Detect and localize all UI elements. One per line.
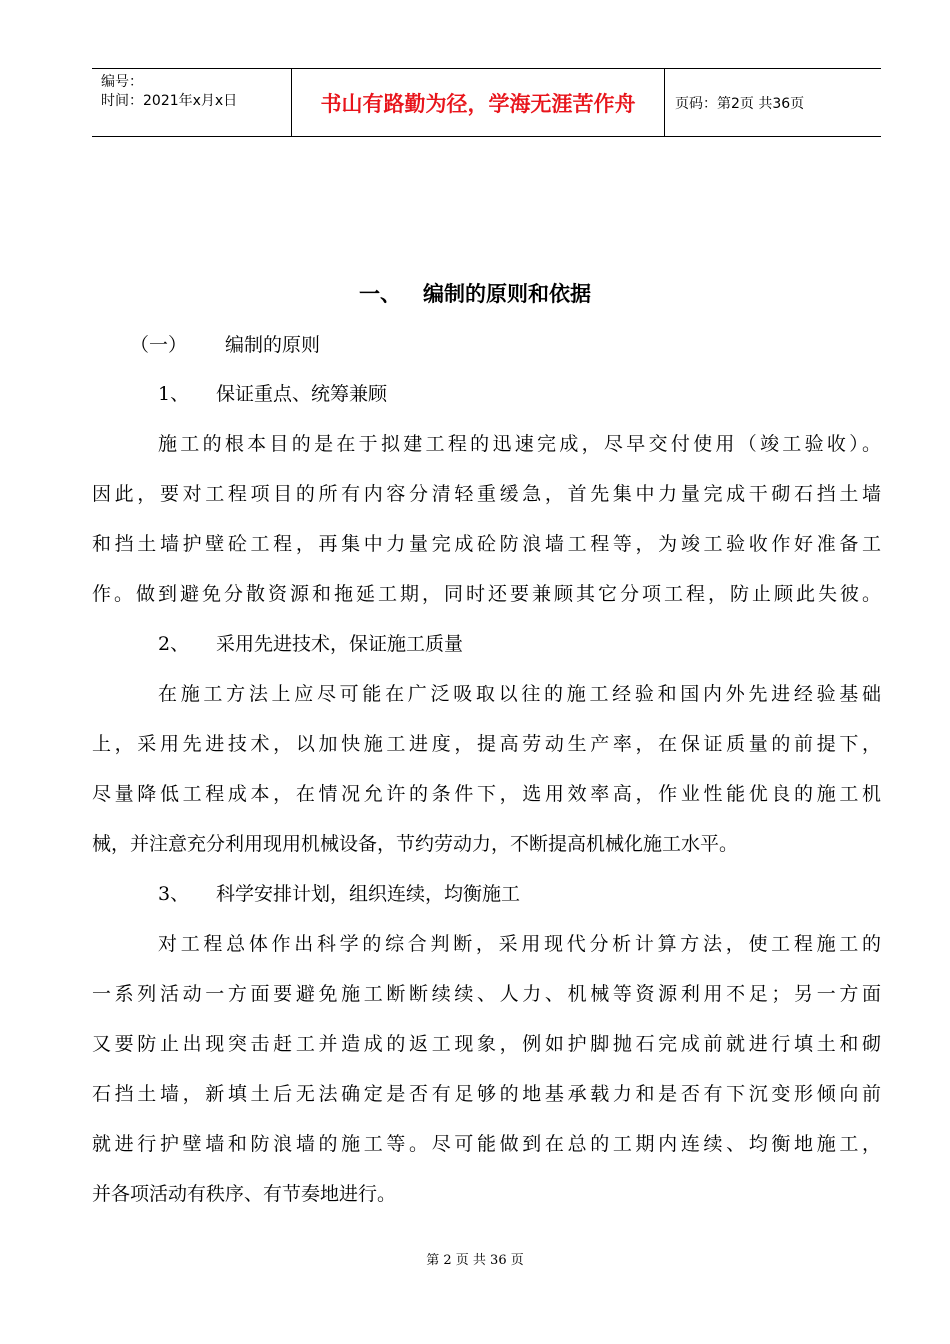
section-heading xyxy=(130,330,919,357)
paragraph-line: 作。做到避免分散资源和拖延工期，同时还要兼顾其它分项工程，防止顾此失彼。 xyxy=(92,583,881,605)
paragraph-line: 就进行护壁墙和防浪墙的施工等。尽可能做到在总的工期内连续、均衡地施工， xyxy=(92,1133,881,1155)
paragraph-line: 石挡土墙，新填土后无法确定是否有足够的地基承载力和是否有下沉变形倾向前 xyxy=(92,1083,881,1105)
page-header xyxy=(92,68,881,137)
document-number: 编号： xyxy=(101,74,143,90)
paragraph-line: 对工程总体作出科学的综合判断，采用现代分析计算方法，使工程施工的 xyxy=(158,933,881,955)
paragraph-line: 又要防止出现突击赶工并造成的返工现象，例如护脚抛石完成前就进行填土和砌 xyxy=(92,1033,881,1055)
paragraph-line: 械，并注意充分利用现用机械设备，节约劳动力，不断提高机械化施工水平。 xyxy=(92,833,739,855)
item-label: 2、 xyxy=(158,633,190,655)
item-heading-text: 采用先进技术，保证施工质量 xyxy=(216,633,464,655)
item-heading-1 xyxy=(158,379,947,406)
section-label: （一） xyxy=(130,334,188,356)
paragraph-line: 并各项活动有秩序、有节奏地进行。 xyxy=(92,1183,397,1205)
page-footer: 第 2 页 共 36 页 xyxy=(426,1253,524,1268)
header-page-info: 页码：第2页 共36页 xyxy=(675,95,805,112)
chapter-title xyxy=(0,278,950,308)
header-motto: 书山有路勤为径，学海无涯苦作舟 xyxy=(292,69,665,136)
item-heading-2 xyxy=(158,629,947,656)
paragraph-line: 因此，要对工程项目的所有内容分清轻重缓急，首先集中力量完成干砌石挡土墙 xyxy=(92,483,881,505)
paragraph-line: 尽量降低工程成本，在情况允许的条件下，选用效率高，作业性能优良的施工机 xyxy=(92,783,881,805)
header-meta xyxy=(92,69,292,136)
document-time: 时间：2021年x月x日 xyxy=(101,93,238,109)
item-label: 3、 xyxy=(158,883,190,905)
item-label: 1、 xyxy=(158,383,190,405)
chapter-number: 一、 xyxy=(359,282,401,306)
paragraph-line: 和挡土墙护壁砼工程，再集中力量完成砼防浪墙工程等，为竣工验收作好准备工 xyxy=(92,533,881,555)
paragraph-line: 上，采用先进技术，以加快施工进度，提高劳动生产率，在保证质量的前提下， xyxy=(92,733,881,755)
section-text: 编制的原则 xyxy=(225,334,321,356)
item-heading-text: 科学安排计划，组织连续，均衡施工 xyxy=(216,883,521,905)
item-heading-text: 保证重点、统筹兼顾 xyxy=(216,383,388,405)
item-heading-3 xyxy=(158,879,947,906)
paragraph-line: 在施工方法上应尽可能在广泛吸取以往的施工经验和国内外先进经验基础 xyxy=(158,683,881,705)
chapter-text: 编制的原则和依据 xyxy=(423,282,591,306)
paragraph-line: 一系列活动一方面要避免施工断断续续、人力、机械等资源利用不足；另一方面 xyxy=(92,983,881,1005)
paragraph-line: 施工的根本目的是在于拟建工程的迅速完成，尽早交付使用（竣工验收）。 xyxy=(158,433,881,455)
